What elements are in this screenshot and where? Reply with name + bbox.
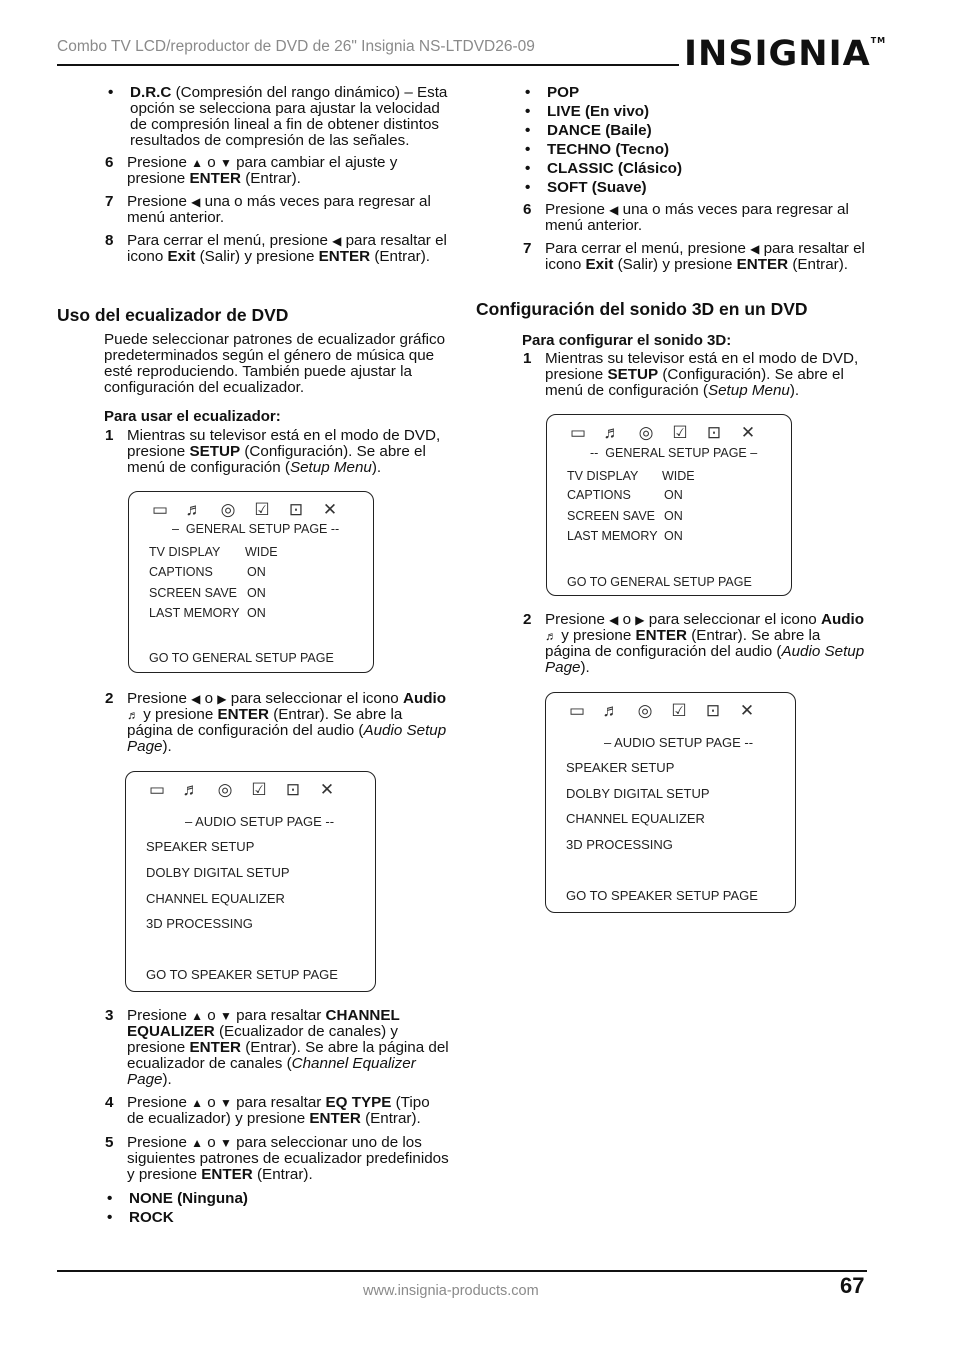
setup-icons [149, 500, 341, 520]
tv-icon: ▭ [569, 423, 587, 442]
screen-title: – GENERAL SETUP PAGE -- [172, 522, 340, 536]
preset-item: • SOFT (Suave) [523, 180, 868, 196]
audio-icon: ♬ [185, 500, 203, 519]
tv-icon: ▭ [568, 701, 586, 720]
section-heading-3d: Configuración del sonido 3D en un DVD [476, 299, 808, 319]
video-icon: ☑ [672, 423, 688, 442]
equalizer-intro: Puede seleccionar patrones de ecualizador gráfico predeterminados según el género de música que esté reproduciendo. También puede ajustar la configuración del ecualizador. Para usar el ecualizador: [104, 332, 449, 425]
up-arrow-icon: ▲ [191, 1136, 204, 1150]
left-steps-3-5 [105, 1008, 450, 1229]
step-3: 3 Presione ▲ o ▼ para resaltar CHANNEL EQUALIZER (Ecualizador de canales) y presione ENTER (Entrar). Se abre la página del ecualizador de canales (Channel Equalizer Page). [105, 1007, 449, 1088]
step-7: 7 Presione ◀ una o más veces para regresar al menú anterior. [105, 193, 431, 226]
3d-subheading: Para configurar el sonido 3D: [522, 332, 732, 349]
general-setup-screen-right: ▭ ♬ ◎ ☑ ⊡ ✕ -- GENERAL SETUP PAGE – TV DISPLAY WIDE CAPTIONS ON SCREEN SAVE ON LAST MEMORY ON GO TO GENERAL SETUP PAGE [546, 414, 792, 596]
screen-title: -- GENERAL SETUP PAGE – [590, 446, 758, 460]
header-title: Combo TV LCD/reproductor de DVD de 26" Insignia NS-LTDVD26-09 [57, 38, 535, 55]
dolby-icon: ◎ [637, 701, 653, 720]
exit-icon: ✕ [322, 500, 338, 519]
lock-icon: ⊡ [705, 701, 721, 720]
left-arrow-icon: ◀ [332, 234, 342, 248]
right-arrow-icon: ▶ [635, 613, 645, 627]
setup-icons [146, 780, 338, 800]
screen-title: – AUDIO SETUP PAGE -- [185, 814, 335, 829]
audio-icon: ♬ [127, 708, 139, 722]
up-arrow-icon: ▲ [191, 1096, 204, 1110]
header-rule [57, 64, 679, 66]
audio-icon: ♬ [603, 423, 621, 442]
left-step-1: 1 Mientras su televisor está en el modo de DVD, presione SETUP (Configuración). Se abre el menú de configuración (Setup Menu). [105, 427, 441, 476]
exit-icon: ✕ [740, 423, 756, 442]
step-4: 4 Presione ▲ o ▼ para resaltar EQ TYPE (Tipo de ecualizador) y presione ENTER (Entrar). [105, 1094, 430, 1127]
step-8: 8 Para cerrar el menú, presione ◀ para resaltar el icono Exit (Salir) y presione ENTER (Entrar). [105, 232, 447, 265]
tv-icon: ▭ [151, 500, 169, 519]
audio-setup-screen-right: ▭ ♬ ◎ ☑ ⊡ ✕ – AUDIO SETUP PAGE -- SPEAKER SETUP DOLBY DIGITAL SETUP CHANNEL EQUALIZER 3D PROCESSING GO TO SPEAKER SETUP PAGE [545, 692, 796, 913]
up-arrow-icon: ▲ [191, 1009, 204, 1023]
left-column [105, 85, 450, 272]
video-icon: ☑ [254, 500, 270, 519]
lock-icon: ⊡ [288, 500, 304, 519]
footer-url: www.insignia-products.com [363, 1283, 539, 1299]
left-arrow-icon: ◀ [750, 242, 760, 256]
left-step-2: 2 Presione ◀ o ▶ para seleccionar el icono Audio ♬ y presione ENTER (Entrar). Se abre la página de configuración del audio (Audio Setup Page). [105, 690, 447, 755]
left-arrow-icon: ◀ [609, 203, 619, 217]
audio-icon: ♬ [545, 629, 557, 643]
right-arrow-icon: ▶ [217, 692, 227, 706]
right-step-2: 2 Presione ◀ o ▶ para seleccionar el icono Audio ♬ y presione ENTER (Entrar). Se abre la página de configuración del audio (Audio Setup Page). [523, 611, 865, 676]
step-6: 6 Presione ◀ una o más veces para regresar al menú anterior. [523, 201, 849, 234]
dolby-icon: ◎ [638, 423, 654, 442]
down-arrow-icon: ▼ [219, 1096, 232, 1110]
video-icon: ☑ [251, 780, 267, 799]
preset-item: • NONE (Ninguna) [105, 1191, 450, 1207]
video-icon: ☑ [671, 701, 687, 720]
exit-icon: ✕ [739, 701, 755, 720]
left-arrow-icon: ◀ [609, 613, 619, 627]
equalizer-subheading: Para usar el ecualizador: [104, 408, 281, 425]
left-arrow-icon: ◀ [191, 692, 201, 706]
exit-icon: ✕ [319, 780, 335, 799]
left-arrow-icon: ◀ [191, 195, 201, 209]
section-heading-equalizer: Uso del ecualizador de DVD [57, 305, 289, 325]
screen-footer: GO TO SPEAKER SETUP PAGE [146, 967, 338, 982]
audio-setup-screen-left: ▭ ♬ ◎ ☑ ⊡ ✕ – AUDIO SETUP PAGE -- SPEAKER SETUP DOLBY DIGITAL SETUP CHANNEL EQUALIZER 3D PROCESSING GO TO SPEAKER SETUP PAGE [125, 771, 376, 992]
preset-item: • ROCK [105, 1210, 450, 1226]
down-arrow-icon: ▼ [219, 156, 232, 170]
step-5: 5 Presione ▲ o ▼ para seleccionar uno de los siguientes patrones de ecualizador predefinidos y presione ENTER (Entrar). [105, 1134, 449, 1183]
audio-icon: ♬ [602, 701, 620, 720]
down-arrow-icon: ▼ [219, 1136, 232, 1150]
up-arrow-icon: ▲ [191, 156, 204, 170]
step-6: 6 Presione ▲ o ▼ para cambiar el ajuste y presione ENTER (Entrar). [105, 154, 398, 187]
audio-icon: ♬ [182, 780, 200, 799]
screen-footer: GO TO SPEAKER SETUP PAGE [566, 888, 758, 903]
preset-item: • DANCE (Baile) [523, 123, 868, 139]
dolby-icon: ◎ [217, 780, 233, 799]
lock-icon: ⊡ [706, 423, 722, 442]
preset-item: • CLASSIC (Clásico) [523, 161, 868, 177]
tv-icon: ▭ [148, 780, 166, 799]
preset-item: • LIVE (En vivo) [523, 104, 868, 120]
page-number: 67 [840, 1273, 865, 1298]
down-arrow-icon: ▼ [219, 1009, 232, 1023]
screen-footer: GO TO GENERAL SETUP PAGE [149, 651, 334, 665]
setup-icons [566, 701, 758, 721]
right-column-presets [523, 85, 868, 280]
insignia-logo: INSIGNIA™ [684, 34, 887, 74]
footer-rule [57, 1270, 867, 1272]
preset-item: • POP [523, 85, 868, 101]
preset-item: • TECHNO (Tecno) [523, 142, 868, 158]
lock-icon: ⊡ [285, 780, 301, 799]
drc-bullet: • D.R.C (Compresión del rango dinámico) – Esta opción se selecciona para ajustar la velocidad de compresión lineal a fin de obtener distintos resultados de compresión de las señales. [106, 85, 450, 149]
setup-icons [567, 423, 759, 443]
step-7: 7 Para cerrar el menú, presione ◀ para resaltar el icono Exit (Salir) y presione ENTER (Entrar). [523, 240, 865, 273]
dolby-icon: ◎ [220, 500, 236, 519]
right-step-1: 1 Mientras su televisor está en el modo de DVD, presione SETUP (Configuración). Se abre el menú de configuración (Setup Menu). [523, 350, 859, 399]
screen-title: – AUDIO SETUP PAGE -- [604, 735, 754, 750]
screen-footer: GO TO GENERAL SETUP PAGE [567, 575, 752, 589]
general-setup-screen-left: ▭ ♬ ◎ ☑ ⊡ ✕ – GENERAL SETUP PAGE -- TV DISPLAY WIDE CAPTIONS ON SCREEN SAVE ON LAST MEMORY ON GO TO GENERAL SETUP PAGE [128, 491, 374, 673]
